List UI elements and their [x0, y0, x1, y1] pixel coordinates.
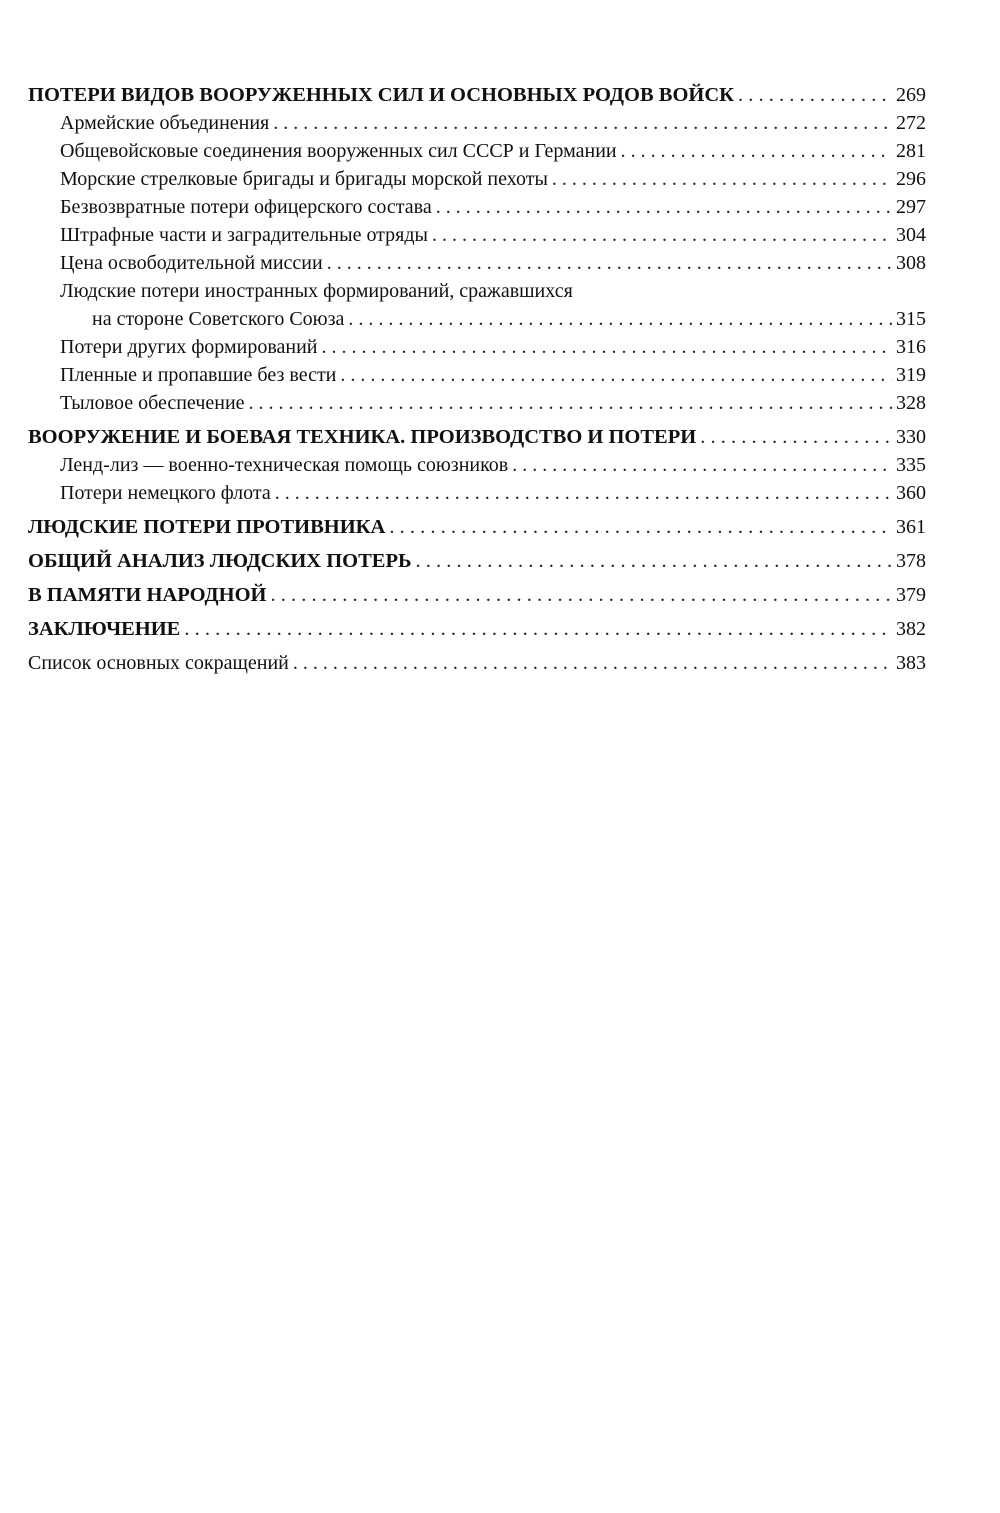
toc-section-general-analysis[interactable]	[28, 547, 926, 575]
toc-entry-title: Пленные и пропавшие без вести	[60, 364, 337, 386]
dot-leader	[436, 193, 892, 221]
toc-item-abbreviations[interactable]	[28, 649, 926, 677]
toc-page-number: 361	[896, 516, 926, 538]
toc-page-number: 328	[896, 392, 926, 414]
toc-page-number: 316	[896, 336, 926, 358]
dot-leader	[552, 165, 892, 193]
dot-leader	[293, 649, 892, 677]
dot-leader	[322, 333, 893, 361]
dot-leader	[621, 137, 892, 165]
toc-page-number: 360	[896, 482, 926, 504]
dot-leader	[348, 305, 892, 333]
toc-page-number: 330	[896, 426, 926, 448]
toc-entry-title: Армейские объединения	[60, 112, 270, 134]
toc-entry-title: Тыловое обеспечение	[60, 392, 245, 414]
toc-page-number: 304	[896, 224, 926, 246]
toc-entry-title: ЗАКЛЮЧЕНИЕ	[28, 618, 181, 640]
toc-page-number: 297	[896, 196, 926, 218]
toc-item-officer-losses[interactable]	[28, 193, 926, 221]
toc-entry-title: ОБЩИЙ АНАЛИЗ ЛЮДСКИХ ПОТЕРЬ	[28, 550, 412, 572]
toc-section-in-memory[interactable]	[28, 581, 926, 609]
toc-entry-title: Потери немецкого флота	[60, 482, 271, 504]
toc-page-number: 272	[896, 112, 926, 134]
toc-section-conclusion[interactable]	[28, 615, 926, 643]
toc-entry-title: В ПАМЯТИ НАРОДНОЙ	[28, 584, 267, 606]
toc-page-number: 319	[896, 364, 926, 386]
toc-section-losses-branches[interactable]	[28, 81, 926, 109]
dot-leader	[700, 423, 892, 451]
toc-item-army-formations[interactable]	[28, 109, 926, 137]
toc-item-marine-brigades[interactable]	[28, 165, 926, 193]
dot-leader	[270, 581, 892, 609]
toc-entry-title-line2: на стороне Советского Союза	[92, 308, 345, 330]
toc-item-lend-lease[interactable]	[28, 451, 926, 479]
toc-section-enemy-losses[interactable]	[28, 513, 926, 541]
toc-page-number: 379	[896, 584, 926, 606]
dot-leader	[512, 451, 892, 479]
toc-entry-title: Потери других формирований	[60, 336, 318, 358]
toc-entry-title: Штрафные части и заградительные отряды	[60, 224, 428, 246]
toc-item-penal-units[interactable]	[28, 221, 926, 249]
toc-item-foreign-formations[interactable]	[28, 277, 926, 333]
dot-leader	[273, 109, 892, 137]
toc-page-number: 335	[896, 454, 926, 476]
toc-entry-title: Список основных сокращений	[28, 652, 289, 674]
toc-page-number: 383	[896, 652, 926, 674]
toc-page-number: 296	[896, 168, 926, 190]
toc-item-liberation-mission[interactable]	[28, 249, 926, 277]
toc-entry-title: ВООРУЖЕНИЕ И БОЕВАЯ ТЕХНИКА. ПРОИЗВОДСТВО И ПОТЕРИ	[28, 426, 697, 448]
toc-entry-title: Цена освободительной миссии	[60, 252, 323, 274]
toc-page-number: 382	[896, 618, 926, 640]
toc-page-number: 378	[896, 550, 926, 572]
dot-leader	[249, 389, 892, 417]
dot-leader	[416, 547, 892, 575]
toc-entry-title: Ленд-лиз — военно-техническая помощь союзников	[60, 454, 509, 476]
toc-page-number: 281	[896, 140, 926, 162]
table-of-contents	[28, 81, 926, 677]
toc-entry-title: Морские стрелковые бригады и бригады морской пехоты	[60, 168, 548, 190]
dot-leader	[275, 479, 892, 507]
dot-leader	[432, 221, 892, 249]
toc-page-number: 315	[896, 308, 926, 330]
toc-entry-title: ПОТЕРИ ВИДОВ ВООРУЖЕННЫХ СИЛ И ОСНОВНЫХ РОДОВ ВОЙСК	[28, 84, 735, 106]
toc-item-rear-support[interactable]	[28, 389, 926, 417]
toc-item-german-fleet-losses[interactable]	[28, 479, 926, 507]
toc-entry-title: Безвозвратные потери офицерского состава	[60, 196, 432, 218]
dot-leader	[738, 81, 892, 109]
toc-entry-title: Общевойсковые соединения вооруженных сил СССР и Германии	[60, 140, 617, 162]
toc-item-prisoners-missing[interactable]	[28, 361, 926, 389]
toc-item-other-formations[interactable]	[28, 333, 926, 361]
toc-page-number: 269	[896, 84, 926, 106]
toc-section-weapons-equipment[interactable]	[28, 423, 926, 451]
dot-leader	[340, 361, 892, 389]
toc-item-combined-arms-units[interactable]	[28, 137, 926, 165]
toc-entry-title: ЛЮДСКИЕ ПОТЕРИ ПРОТИВНИКА	[28, 516, 386, 538]
toc-page-number: 308	[896, 252, 926, 274]
dot-leader	[389, 513, 892, 541]
dot-leader	[184, 615, 892, 643]
toc-entry-title-line1: Людские потери иностранных формирований, сражавшихся	[60, 280, 573, 302]
dot-leader	[327, 249, 892, 277]
